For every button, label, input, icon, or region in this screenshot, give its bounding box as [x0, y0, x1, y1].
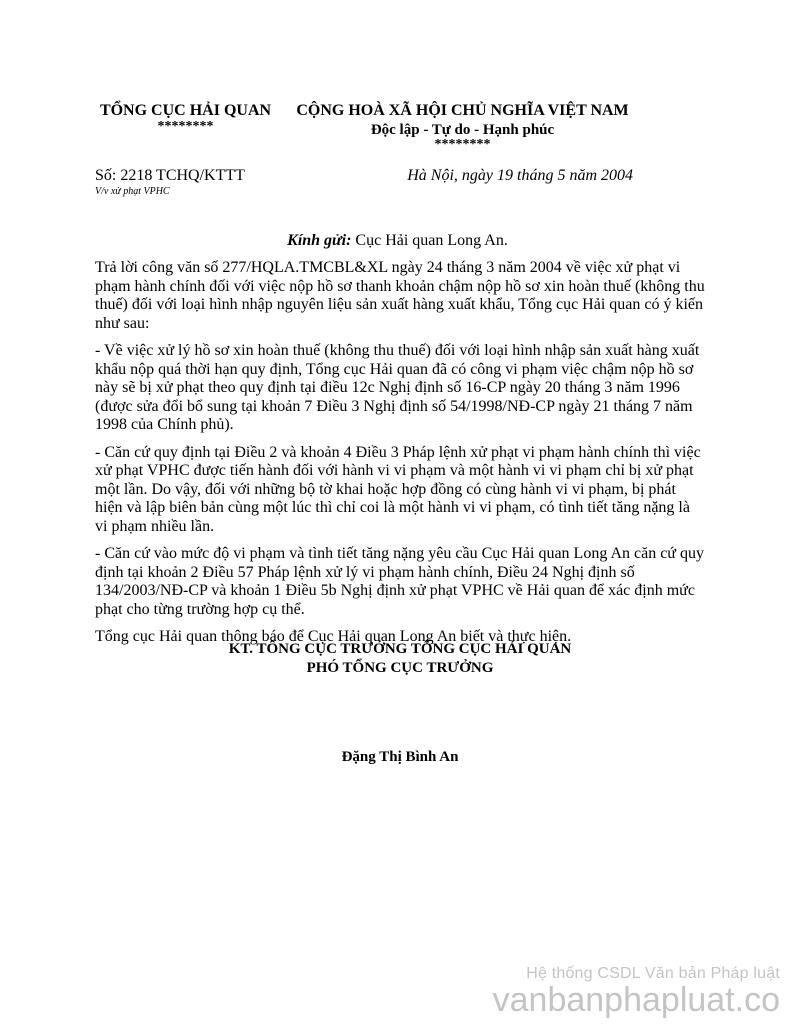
country-name: CỘNG HOÀ XÃ HỘI CHỦ NGHĨA VIỆT NAM — [296, 102, 629, 119]
issuing-agency-block — [88, 100, 283, 133]
national-motto: Độc lập - Tự do - Hạnh phúc — [370, 122, 555, 138]
body-paragraph: - Căn cứ vào mức độ vi phạm và tình tiết tăng nặng yêu cầu Cục Hải quan Long An căn cứ quy định tại khoản 2 Điều 57 Pháp lệnh xử lý vi phạm hành chính, Điều 24 Nghị định số 134/2003/NĐ-CP và khoản 1 Điều 5b Nghị định xử phạt VPHC về Hải quan để xác định mức phạt cho từng trường hợp cụ thể. — [95, 545, 704, 618]
signatory-title-line1: KT. TỔNG CỤC TRƯỞNG TỔNG CỤC HẢI QUAN — [228, 641, 572, 657]
recipient-name: Cục Hải quan Long An. — [351, 232, 508, 249]
watermark-url: vanbanphapluat.co — [492, 981, 780, 1019]
document-body — [95, 259, 705, 656]
issuing-agency-name: TỔNG CỤC HẢI QUAN — [99, 102, 272, 119]
issuing-agency-separator: ******** — [157, 119, 214, 134]
body-paragraph: - Về việc xử lý hồ sơ xin hoàn thuế (không thu thuế) đối với loại hình nhập sản xuất hàng xuất khẩu nộp quá thời hạn quy định, Tổng cục Hải quan đã có công vi phạm việc chậm nộp hồ sơ này sẽ bị xử phạt theo quy định tại điều 12c Nghị định số 16-CP ngày 20 tháng 3 năm 1996 (được sửa đổi bổ sung tại khoản 7 Điều 3 Nghị định số 54/1998/NĐ-CP ngày 21 tháng 7 năm 1998 của Chính phủ). — [95, 342, 700, 433]
signatory-name: Đặng Thị Bình An — [341, 749, 459, 765]
watermark-caption: Hệ thống CSDL Văn bản Pháp luật — [526, 965, 780, 982]
body-paragraph: Trả lời công văn số 277/HQLA.TMCBL&XL ngày 24 tháng 3 năm 2004 về việc xử phạt vi phạm hành chính đối với việc nộp hồ sơ thanh khoản chậm nộp hồ sơ xin hoàn thuế (không thu thuế) đối với loại hình nhập nguyên liệu sản xuất hàng xuất khẩu, Tổng cục Hải quan có ý kiến như sau: — [95, 259, 705, 332]
signatory-title-line2: PHÓ TỔNG CỤC TRƯỞNG — [306, 660, 494, 676]
body-paragraph: - Căn cứ quy định tại Điều 2 và khoản 4 Điều 3 Pháp lệnh xử phạt vi phạm hành chính thì việc xử phạt VPHC được tiến hành đối với hành vi vi phạm và một hành vi vi phạm chỉ bị xử phạt một lần. Do vậy, đối với những bộ tờ khai hoặc hợp đồng có cùng hành vi vi phạm, bị phát hiện và lập biên bản cùng một lúc thì chỉ coi là một hành vi vi phạm, có tình tiết tăng nặng là vi phạm nhiều lần. — [95, 443, 701, 535]
body-paragraph: Tổng cục Hải quan thông báo để Cục Hải quan Long An biết và thực hiện. — [95, 628, 572, 645]
national-title-separator: ******** — [434, 137, 491, 152]
document-subject: V/v xử phạt VPHC — [95, 186, 170, 197]
recipient-line — [95, 231, 700, 251]
document-number: Số: 2218 TCHQ/KTTT — [95, 167, 245, 184]
national-title-block — [290, 100, 635, 151]
signatory-title-block — [95, 640, 705, 678]
recipient-label: Kính gửi: — [287, 232, 352, 249]
place-and-date: Hà Nội, ngày 19 tháng 5 năm 2004 — [407, 167, 633, 184]
